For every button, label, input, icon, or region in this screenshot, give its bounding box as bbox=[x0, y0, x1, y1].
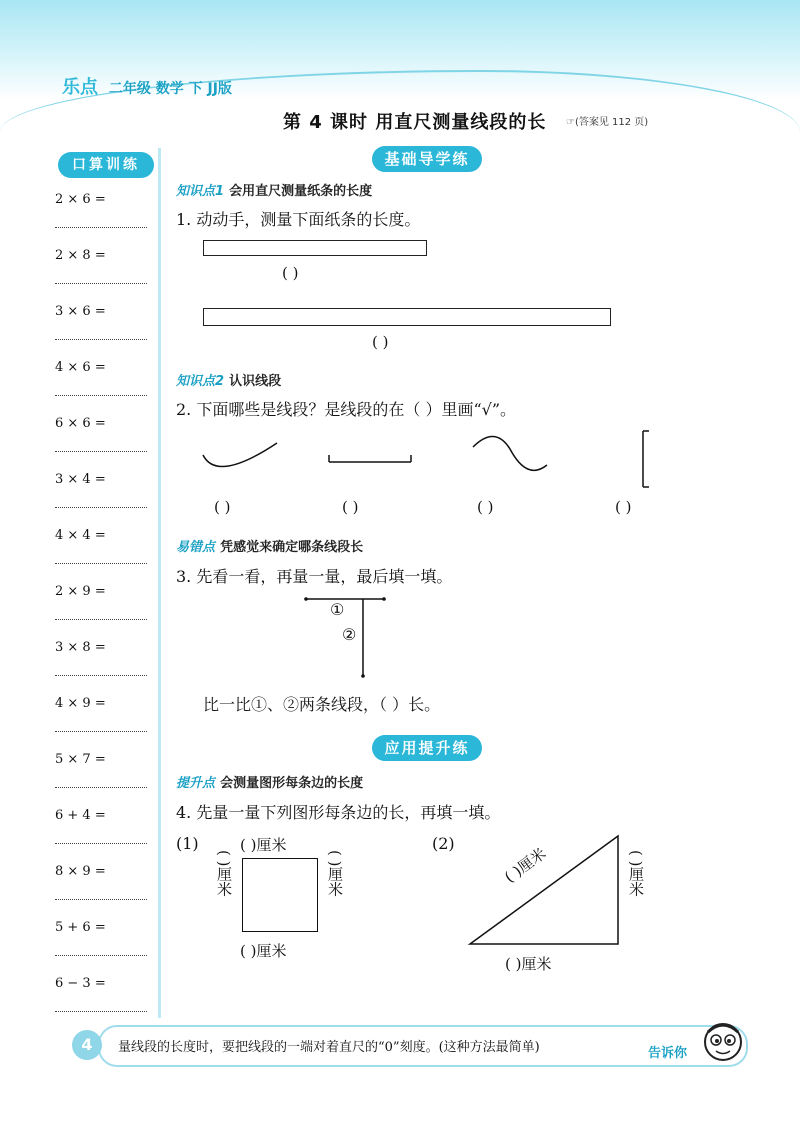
oral-item: 4 × 9 = bbox=[55, 696, 106, 711]
curve-figure bbox=[203, 443, 277, 467]
oral-item: 3 × 8 = bbox=[55, 640, 106, 655]
oral-answer-line[interactable] bbox=[55, 619, 147, 620]
section-basic: 基础导学练 bbox=[372, 146, 482, 172]
question-4: 4. 先量一量下列图形每条边的长，再填一填。 bbox=[176, 803, 501, 822]
improve-label: 提升点 bbox=[176, 776, 216, 791]
q2-figures bbox=[195, 425, 675, 495]
oral-answer-line[interactable] bbox=[55, 563, 147, 564]
mark-2: ② bbox=[342, 625, 357, 644]
q2-answer-3[interactable]: ( ) bbox=[477, 498, 494, 516]
square-bottom-label[interactable]: ( )厘米 bbox=[240, 942, 287, 960]
oral-answer-line[interactable] bbox=[55, 899, 147, 900]
mistake-text: 凭感觉来确定哪条线段长 bbox=[220, 540, 364, 555]
oral-item: 4 × 6 = bbox=[55, 360, 106, 375]
segment-figure bbox=[329, 455, 411, 462]
oral-item: 5 × 7 = bbox=[55, 752, 106, 767]
q2-answer-1[interactable]: ( ) bbox=[214, 498, 231, 516]
question-3: 3. 先看一看，再量一量，最后填一填。 bbox=[176, 567, 453, 586]
answer-reference: ☞(答案见 112 页) bbox=[566, 117, 649, 128]
brand-logo: 乐点 bbox=[62, 77, 98, 98]
oral-answer-line[interactable] bbox=[55, 339, 147, 340]
oral-answer-line[interactable] bbox=[55, 451, 147, 452]
q4-sub-2: (2) bbox=[432, 834, 455, 853]
triangle-bottom-label[interactable]: ( )厘米 bbox=[505, 955, 552, 973]
q2-answer-4[interactable]: ( ) bbox=[615, 498, 632, 516]
improve-point bbox=[176, 772, 363, 791]
wave-figure bbox=[473, 436, 547, 470]
oral-item: 2 × 6 = bbox=[55, 192, 106, 207]
kp1-label: 知识点1 bbox=[176, 184, 225, 199]
oral-training-panel bbox=[40, 148, 161, 1018]
triangle-hyp-label[interactable]: ( )厘米 bbox=[501, 844, 550, 887]
q1-answer-a[interactable]: ( ) bbox=[282, 264, 299, 282]
page-number: 4 bbox=[72, 1030, 102, 1060]
oral-answer-line[interactable] bbox=[55, 1011, 147, 1012]
paper-strip-long bbox=[203, 308, 611, 326]
oral-item: 6 − 3 = bbox=[55, 976, 106, 991]
kp1-text: 会用直尺测量纸条的长度 bbox=[229, 184, 373, 199]
oral-answer-line[interactable] bbox=[55, 395, 147, 396]
mark-1: ① bbox=[330, 600, 345, 619]
brand bbox=[62, 73, 232, 99]
oral-answer-line[interactable] bbox=[55, 787, 147, 788]
oral-answer-line[interactable] bbox=[55, 955, 147, 956]
mistake-label: 易错点 bbox=[176, 540, 216, 555]
square-shape bbox=[242, 858, 318, 932]
square-top-label[interactable]: ( )厘米 bbox=[240, 836, 287, 854]
paper-strip-short bbox=[203, 240, 427, 256]
q4-sub-1: (1) bbox=[176, 834, 199, 853]
footer-tip: 量线段的长度时，要把线段的一端对着直尺的“0”刻度。(这种方法最简单) bbox=[118, 1040, 540, 1055]
oral-item: 3 × 4 = bbox=[55, 472, 106, 487]
question-2: 2. 下面哪些是线段？是线段的在（ ）里画“√”。 bbox=[176, 400, 516, 419]
square-left-label[interactable]: ( )厘米 bbox=[215, 850, 233, 897]
mistake-point bbox=[176, 536, 363, 555]
question-1: 1. 动动手，测量下面纸条的长度。 bbox=[176, 210, 421, 229]
oral-item: 8 × 9 = bbox=[55, 864, 106, 879]
kp2-label: 知识点2 bbox=[176, 374, 225, 389]
oral-item: 3 × 6 = bbox=[55, 304, 106, 319]
oral-item: 4 × 4 = bbox=[55, 528, 106, 543]
lesson-title: 第 4 课时 用直尺测量线段的长 bbox=[283, 112, 547, 133]
square-right-label[interactable]: ( )厘米 bbox=[326, 850, 344, 897]
oral-item: 6 + 4 = bbox=[55, 808, 106, 823]
oral-item: 2 × 9 = bbox=[55, 584, 106, 599]
q2-answer-2[interactable]: ( ) bbox=[342, 498, 359, 516]
oral-answer-line[interactable] bbox=[55, 283, 147, 284]
oral-training-title: 口算训练 bbox=[58, 152, 154, 178]
oral-item: 5 + 6 = bbox=[55, 920, 106, 935]
oral-item: 6 × 6 = bbox=[55, 416, 106, 431]
knowledge-point-1 bbox=[176, 180, 372, 199]
oral-item: 2 × 8 = bbox=[55, 248, 106, 263]
brand-text: 二年级 数学 下 JJ版 bbox=[108, 81, 232, 97]
section-apply: 应用提升练 bbox=[372, 735, 482, 761]
oral-answer-line[interactable] bbox=[55, 507, 147, 508]
mascot-icon bbox=[700, 1020, 746, 1068]
kp2-text: 认识线段 bbox=[229, 374, 282, 389]
oral-answer-line[interactable] bbox=[55, 675, 147, 676]
improve-text: 会测量图形每条边的长度 bbox=[220, 776, 364, 791]
oral-answer-line[interactable] bbox=[55, 843, 147, 844]
bracket-figure bbox=[643, 431, 649, 487]
q3-compare: 比一比①、②两条线段，（ ）长。 bbox=[203, 695, 441, 714]
oral-answer-line[interactable] bbox=[55, 227, 147, 228]
oral-answer-line[interactable] bbox=[55, 731, 147, 732]
q1-answer-b[interactable]: ( ) bbox=[372, 333, 389, 351]
knowledge-point-2 bbox=[176, 370, 281, 389]
tell-you-label: 告诉你 bbox=[648, 1046, 688, 1061]
triangle-right-label[interactable]: ( )厘米 bbox=[627, 850, 645, 897]
